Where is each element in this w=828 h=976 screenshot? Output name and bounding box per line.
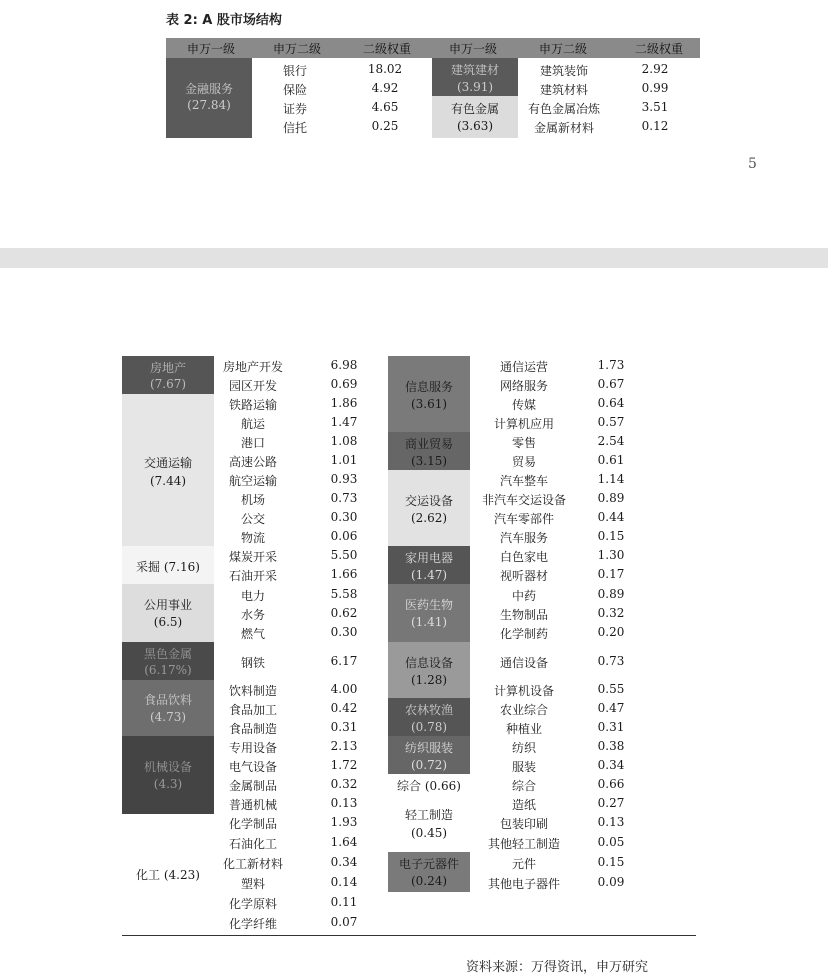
row-weight: 2.54	[597, 434, 625, 448]
row-weight: 0.05	[597, 835, 625, 849]
row-name: 电气设备	[228, 760, 277, 774]
row-name: 饮料制造	[228, 684, 277, 698]
group-label: 采掘 (7.16)	[136, 560, 200, 574]
group-label: 信息设备	[404, 656, 453, 670]
header-weight: 二级权重	[362, 42, 411, 56]
group-weight: (7.67)	[149, 377, 187, 391]
row-name: 化学纤维	[228, 917, 277, 931]
group-weight: (4.3)	[153, 777, 183, 791]
row-weight: 2.92	[641, 62, 669, 76]
row-name: 种植业	[505, 722, 542, 736]
row-weight: 1.93	[330, 815, 358, 829]
row-name: 网络服务	[499, 379, 548, 393]
group-weight-finance: (27.84)	[187, 98, 231, 112]
row-weight: 1.66	[330, 567, 358, 581]
group-weight: (6.17%)	[144, 663, 192, 677]
row-name: 包装印刷	[499, 817, 548, 831]
group-weight: (1.28)	[410, 673, 448, 687]
group-label-nonferrous: 有色金属	[450, 102, 499, 116]
row-name: 塑料	[240, 877, 265, 891]
row-name: 电力	[240, 589, 265, 603]
row-name: 计算机应用	[493, 417, 554, 431]
row-weight: 0.06	[330, 529, 358, 543]
row-name: 航空运输	[228, 474, 277, 488]
row-weight: 0.99	[641, 81, 669, 95]
group-weight-construction: (3.91)	[456, 80, 494, 94]
row-weight: 0.34	[597, 758, 625, 772]
group-label: 机械设备	[143, 760, 192, 774]
group-label: 公用事业	[143, 598, 192, 612]
row-name: 传媒	[511, 398, 536, 412]
row-weight: 0.44	[597, 510, 625, 524]
row-weight: 0.32	[597, 606, 625, 620]
row-weight: 0.17	[597, 567, 625, 581]
row-name: 化学制药	[499, 627, 548, 641]
row-weight: 0.14	[330, 875, 358, 889]
group-weight: (0.78)	[410, 720, 448, 734]
row-name: 化学原料	[228, 897, 277, 911]
row-name: 普通机械	[228, 798, 277, 812]
row-name: 信托	[282, 121, 307, 135]
row-name: 化学制品	[228, 817, 277, 831]
row-weight: 1.64	[330, 835, 358, 849]
group-label: 交通运输	[143, 456, 192, 470]
group-weight: (6.5)	[153, 615, 183, 629]
group-weight: (0.72)	[410, 758, 448, 772]
group-label: 家用电器	[404, 551, 453, 565]
row-name: 元件	[511, 857, 536, 871]
row-weight: 5.50	[330, 548, 358, 562]
row-weight: 0.57	[597, 415, 625, 429]
group-label: 纺织服装	[404, 741, 453, 755]
row-weight: 0.34	[330, 855, 358, 869]
row-weight: 0.62	[330, 606, 358, 620]
group-weight: (0.24)	[410, 874, 448, 888]
row-weight: 0.67	[597, 377, 625, 391]
row-weight: 0.12	[641, 119, 669, 133]
group-weight: (2.62)	[410, 511, 448, 525]
row-name: 造纸	[511, 798, 536, 812]
row-name: 建筑装饰	[539, 64, 588, 78]
row-weight: 0.09	[597, 875, 625, 889]
row-weight: 4.65	[371, 100, 399, 114]
group-label: 黑色金属	[143, 647, 192, 661]
group-label: 电子元器件	[398, 857, 459, 871]
row-weight: 5.58	[330, 587, 358, 601]
row-weight: 0.69	[330, 377, 358, 391]
row-weight: 1.47	[330, 415, 358, 429]
row-weight: 18.02	[367, 62, 403, 76]
row-name: 园区开发	[228, 379, 277, 393]
row-weight: 1.72	[330, 758, 358, 772]
page-number: 5	[748, 156, 757, 172]
row-weight: 0.66	[597, 777, 625, 791]
group-weight: (3.15)	[410, 454, 448, 468]
group-label: 商业贸易	[404, 437, 453, 451]
row-name: 其他轻工制造	[487, 837, 560, 851]
row-weight: 0.31	[330, 720, 358, 734]
row-weight: 2.13	[330, 739, 358, 753]
row-weight: 0.64	[597, 396, 625, 410]
row-name: 食品制造	[228, 722, 277, 736]
row-weight: 0.20	[597, 625, 625, 639]
header-l2-right: 申万二级	[538, 42, 587, 56]
row-name: 其他电子器件	[487, 877, 560, 891]
row-weight: 0.42	[330, 701, 358, 715]
row-weight: 0.73	[330, 491, 358, 505]
group-label: 房地产	[149, 361, 186, 375]
group-label: 信息服务	[404, 380, 453, 394]
row-weight: 0.11	[330, 895, 358, 909]
row-name: 钢铁	[240, 656, 265, 670]
row-name: 汽车整车	[499, 474, 548, 488]
group-label: 化工 (4.23)	[136, 868, 200, 882]
row-weight: 0.32	[330, 777, 358, 791]
table-title: 表 2: A 股市场结构	[166, 13, 282, 28]
row-weight: 3.51	[641, 100, 669, 114]
group-weight: (1.41)	[410, 615, 448, 629]
row-name: 证券	[282, 102, 307, 116]
row-weight: 0.13	[330, 796, 358, 810]
row-weight: 4.00	[330, 682, 358, 696]
row-weight: 0.38	[597, 739, 625, 753]
row-weight: 0.30	[330, 510, 358, 524]
row-name: 石油开采	[228, 569, 277, 583]
table-bottom-rule	[122, 935, 696, 936]
row-weight: 1.73	[597, 358, 625, 372]
row-weight: 0.30	[330, 625, 358, 639]
row-weight: 0.15	[597, 529, 625, 543]
row-name: 计算机设备	[493, 684, 554, 698]
row-weight: 1.30	[597, 548, 625, 562]
row-name: 煤炭开采	[228, 550, 277, 564]
row-name: 高速公路	[228, 455, 277, 469]
row-name: 有色金属冶炼	[527, 102, 600, 116]
row-name: 铁路运输	[228, 398, 277, 412]
row-weight: 0.27	[597, 796, 625, 810]
row-name: 石油化工	[228, 837, 277, 851]
row-weight: 0.93	[330, 472, 358, 486]
group-label: 交运设备	[404, 494, 453, 508]
row-name: 燃气	[240, 627, 265, 641]
row-name: 保险	[282, 83, 307, 97]
row-weight: 0.89	[597, 491, 625, 505]
group-label-finance: 金融服务	[184, 82, 233, 96]
group-label: 医药生物	[404, 598, 453, 612]
group-label: 农林牧渔	[404, 703, 453, 717]
header-weight-right: 二级权重	[634, 42, 683, 56]
row-name: 公交	[240, 512, 265, 526]
row-weight: 0.15	[597, 855, 625, 869]
group-block-machinery	[122, 736, 214, 814]
row-weight: 0.55	[597, 682, 625, 696]
row-name: 食品加工	[228, 703, 277, 717]
group-label-construction: 建筑建材	[450, 63, 499, 77]
row-weight: 0.13	[597, 815, 625, 829]
row-name: 房地产开发	[222, 360, 283, 374]
group-block-food	[122, 680, 214, 736]
group-weight: (3.61)	[410, 397, 448, 411]
source-note: 资料来源：万得资讯，申万研究	[466, 960, 649, 975]
group-block-pharma	[388, 584, 470, 642]
row-weight: 6.17	[330, 654, 358, 668]
group-weight-nonferrous: (3.63)	[456, 119, 494, 133]
row-name: 贸易	[511, 455, 536, 469]
table2-header	[166, 38, 700, 58]
group-label: 综合 (0.66)	[397, 779, 461, 793]
group-weight: (7.44)	[149, 474, 187, 488]
row-name: 生物制品	[499, 608, 548, 622]
row-weight: 0.47	[597, 701, 625, 715]
row-weight: 4.92	[371, 81, 399, 95]
row-weight: 1.86	[330, 396, 358, 410]
header-l1: 申万一级	[186, 42, 235, 56]
header-l2: 申万二级	[272, 42, 321, 56]
row-weight: 6.98	[330, 358, 358, 372]
row-name: 银行	[282, 64, 307, 78]
row-name: 专用设备	[228, 741, 277, 755]
row-name: 建筑材料	[539, 83, 588, 97]
row-weight: 0.89	[597, 587, 625, 601]
row-name: 纺织	[511, 741, 536, 755]
page-top	[0, 0, 828, 248]
header-l1-right: 申万一级	[448, 42, 497, 56]
row-name: 机场	[240, 493, 265, 507]
row-name: 汽车零部件	[493, 512, 554, 526]
row-name: 非汽车交运设备	[481, 493, 566, 507]
group-weight: (0.45)	[410, 826, 448, 840]
row-weight: 1.01	[330, 453, 358, 467]
row-weight: 0.61	[597, 453, 625, 467]
row-name: 金属制品	[228, 779, 277, 793]
row-name: 水务	[240, 608, 265, 622]
row-weight: 1.08	[330, 434, 358, 448]
row-name: 农业综合	[499, 703, 548, 717]
row-name: 服装	[511, 760, 536, 774]
row-name: 视听器材	[499, 569, 548, 583]
row-name: 中药	[511, 589, 536, 603]
row-weight: 0.73	[597, 654, 625, 668]
row-name: 化工新材料	[222, 857, 283, 871]
row-weight: 0.07	[330, 915, 358, 929]
row-weight: 1.14	[597, 472, 625, 486]
row-name: 汽车服务	[499, 531, 548, 545]
row-name: 物流	[240, 531, 265, 545]
row-name: 金属新材料	[533, 121, 594, 135]
group-block-utilities	[122, 584, 214, 642]
group-weight: (1.47)	[410, 568, 448, 582]
row-weight: 0.31	[597, 720, 625, 734]
group-weight: (4.73)	[149, 710, 187, 724]
group-label: 轻工制造	[404, 808, 453, 822]
row-name: 白色家电	[499, 550, 548, 564]
row-name: 通信运营	[499, 360, 548, 374]
row-name: 航运	[240, 417, 265, 431]
page-separator	[0, 248, 828, 268]
row-name: 零售	[511, 436, 536, 450]
row-name: 综合	[511, 779, 536, 793]
row-name: 通信设备	[499, 656, 548, 670]
row-name: 港口	[240, 436, 265, 450]
row-weight: 0.25	[371, 119, 399, 133]
group-label: 食品饮料	[143, 693, 192, 707]
